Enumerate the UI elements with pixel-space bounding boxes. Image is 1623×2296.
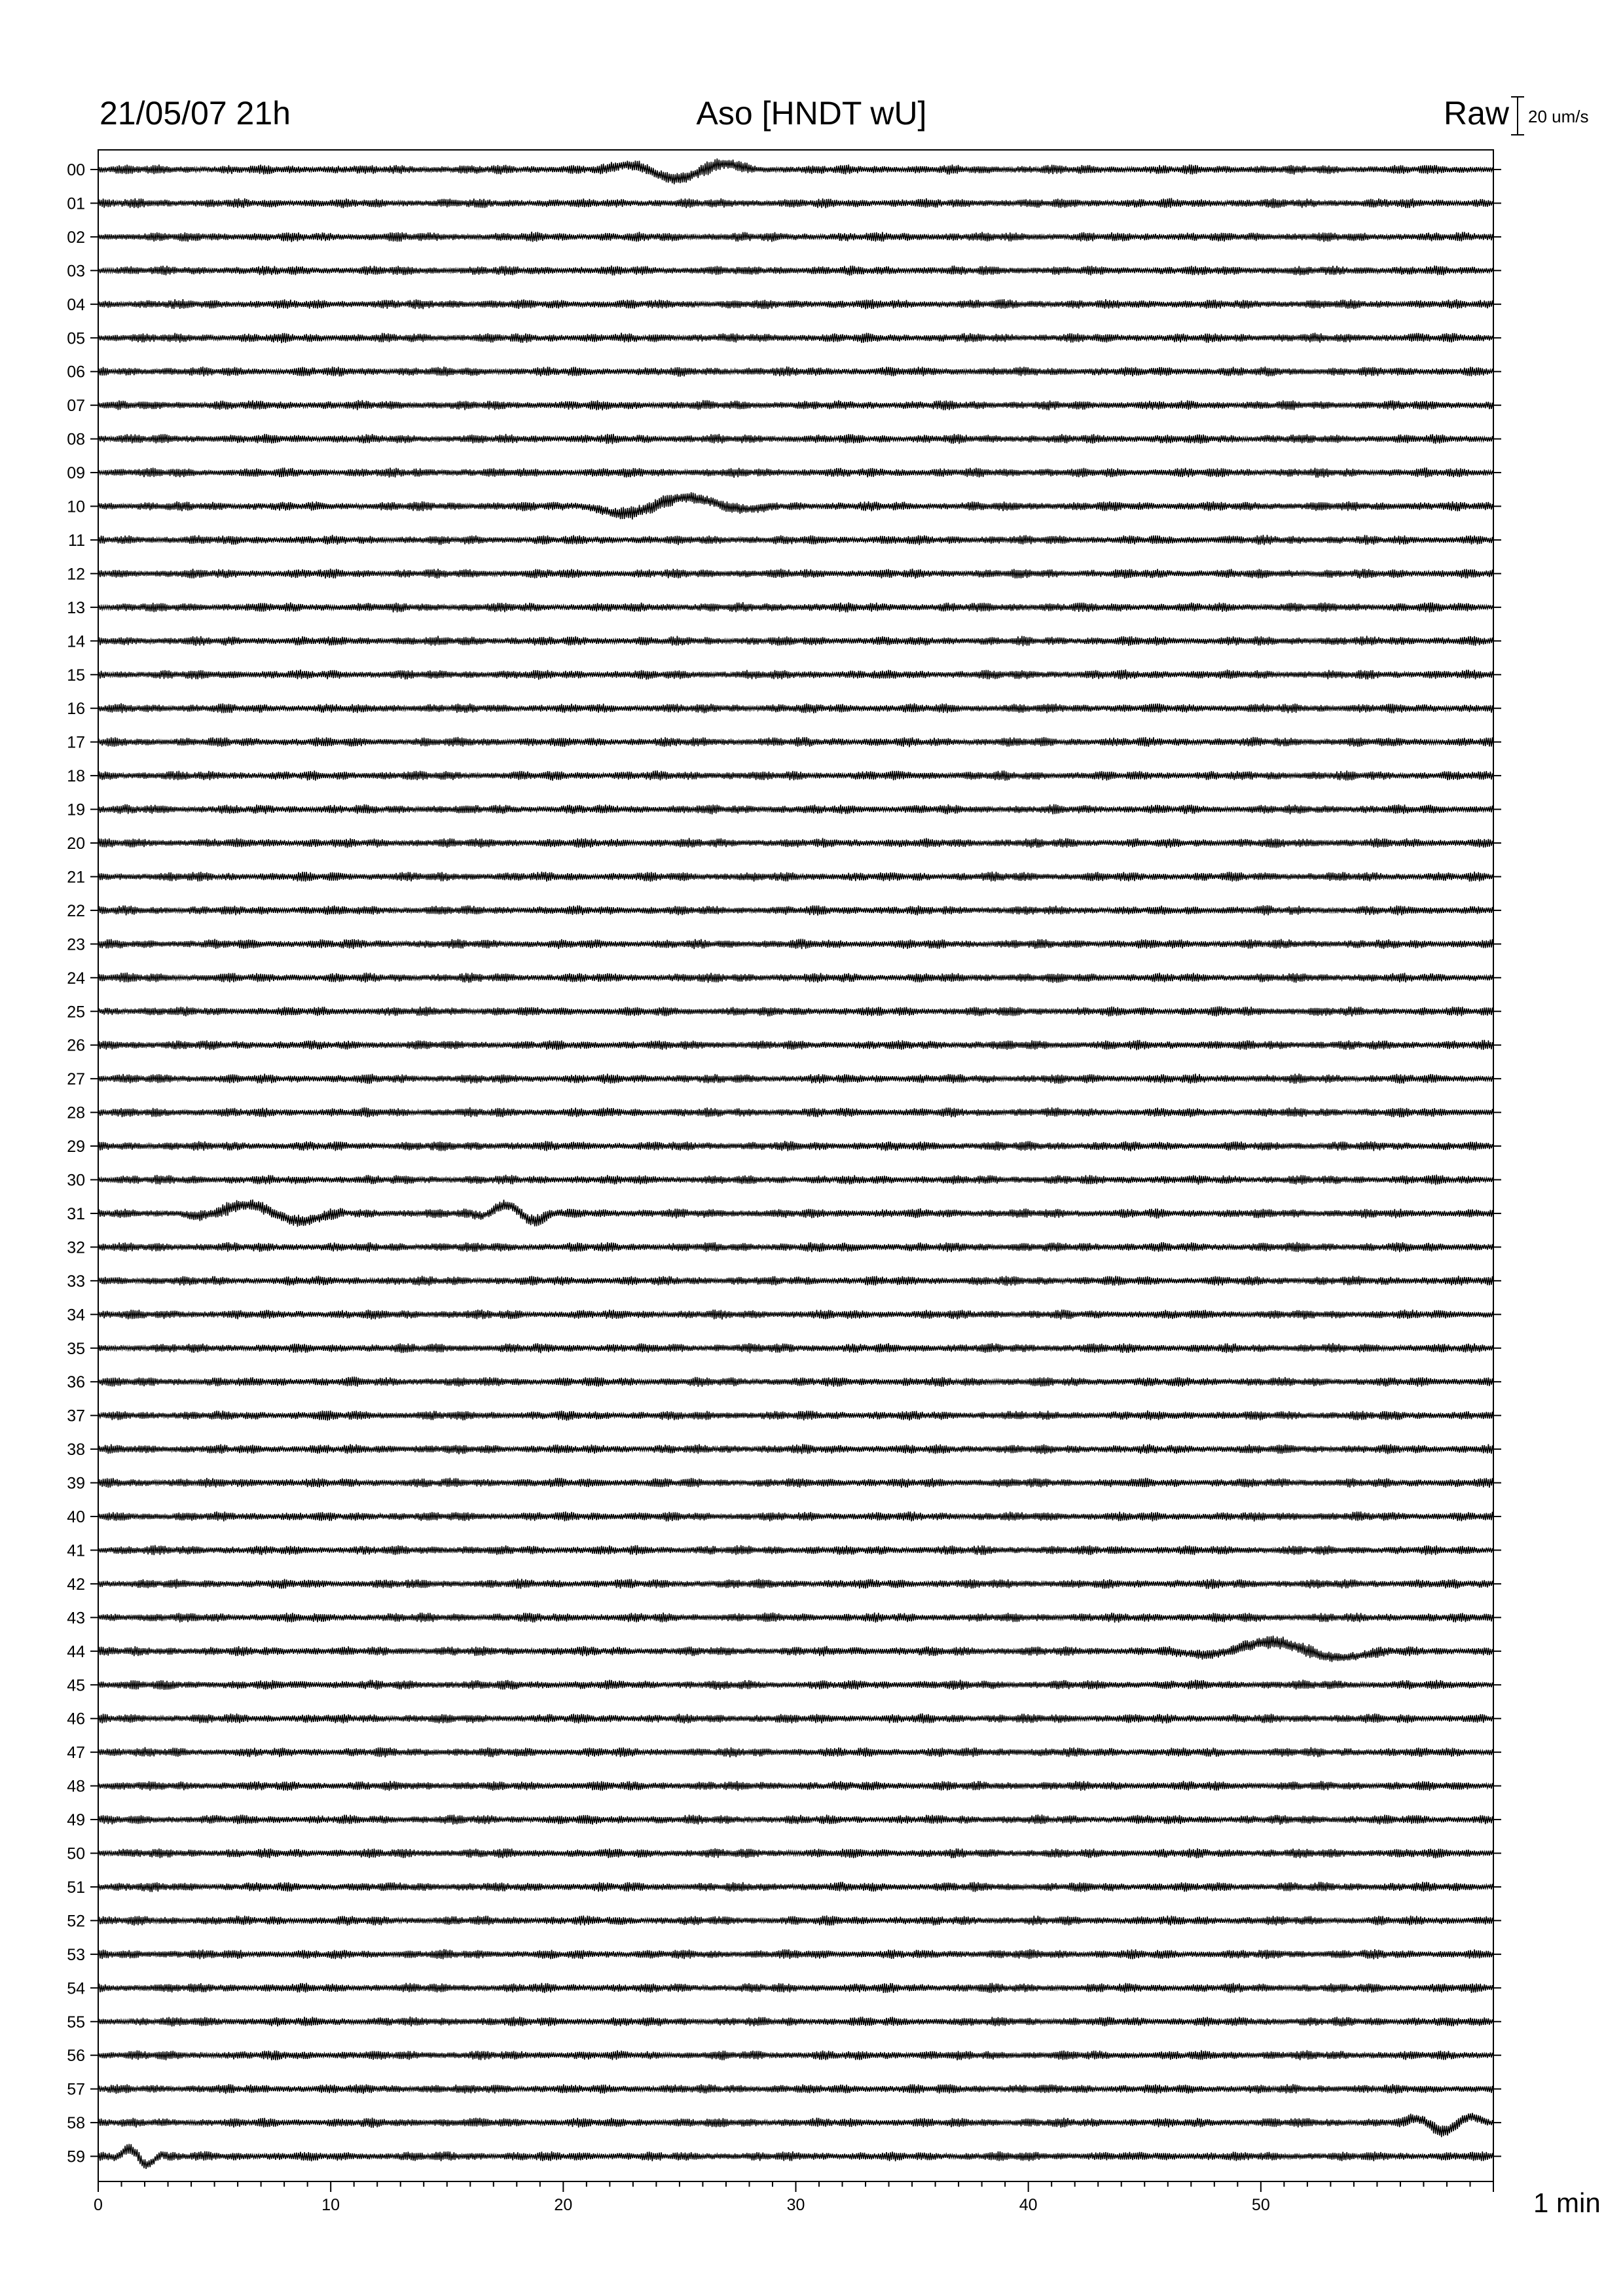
row-label-03: 03 [67,262,85,281]
row-label-38: 38 [67,1441,85,1460]
row-label-31: 31 [67,1204,85,1223]
trace-row-53 [98,1949,1493,1960]
row-label-57: 57 [67,2080,85,2099]
row-label-05: 05 [67,329,85,348]
trace-row-28 [98,1107,1493,1118]
row-label-16: 16 [67,700,85,719]
x-tick-label-0: 0 [94,2196,103,2214]
row-label-12: 12 [67,565,85,584]
trace-row-58 [98,2113,1493,2137]
row-label-24: 24 [67,969,85,988]
trace-row-13 [98,602,1493,613]
row-label-06: 06 [67,363,85,382]
row-label-08: 08 [67,430,85,449]
row-label-53: 53 [67,1945,85,1964]
trace-row-10 [98,492,1493,520]
row-label-09: 09 [67,464,85,483]
trace-row-03 [98,266,1493,276]
row-label-56: 56 [67,2047,85,2066]
row-label-33: 33 [67,1272,85,1291]
date-hour-label: 21/05/07 21h [100,95,291,132]
row-label-20: 20 [67,834,85,853]
row-label-44: 44 [67,1642,85,1661]
row-label-18: 18 [67,767,85,786]
trace-row-30 [98,1175,1493,1185]
row-label-00: 00 [67,161,85,179]
plot-frame [98,150,1493,2181]
trace-row-18 [98,770,1493,781]
trace-row-17 [98,737,1493,747]
trace-row-08 [98,434,1493,444]
row-label-36: 36 [67,1373,85,1392]
trace-row-56 [98,2050,1493,2060]
row-label-37: 37 [67,1407,85,1426]
trace-row-57 [98,2084,1493,2094]
trace-row-24 [98,973,1493,983]
row-label-26: 26 [67,1036,85,1055]
row-label-41: 41 [67,1541,85,1560]
trace-row-05 [98,332,1493,343]
x-tick-label-10: 10 [321,2196,340,2214]
trace-row-15 [98,670,1493,680]
trace-row-48 [98,1781,1493,1791]
row-label-28: 28 [67,1103,85,1122]
trace-row-37 [98,1410,1493,1421]
trace-row-07 [98,400,1493,410]
trace-row-02 [98,232,1493,242]
trace-row-34 [98,1310,1493,1319]
scale-bar-label: 20 um/s [1528,107,1589,126]
trace-row-19 [98,804,1493,815]
row-label-19: 19 [67,800,85,819]
trace-row-27 [98,1073,1493,1084]
row-label-58: 58 [67,2114,85,2133]
trace-row-49 [98,1815,1493,1825]
row-label-34: 34 [67,1306,85,1325]
row-label-04: 04 [67,295,85,314]
row-label-25: 25 [67,1003,85,1022]
trace-row-43 [98,1613,1493,1623]
mode-label: Raw [1443,95,1509,132]
trace-row-46 [98,1713,1493,1724]
trace-row-52 [98,1916,1493,1926]
row-label-55: 55 [67,2013,85,2032]
row-label-01: 01 [67,194,85,213]
row-label-48: 48 [67,1777,85,1796]
row-label-11: 11 [68,531,85,550]
row-label-47: 47 [67,1744,85,1763]
row-label-43: 43 [67,1609,85,1628]
row-label-21: 21 [67,868,85,887]
row-label-30: 30 [67,1171,85,1190]
row-label-59: 59 [67,2147,85,2166]
row-label-10: 10 [67,497,85,516]
row-label-32: 32 [67,1238,85,1257]
row-label-14: 14 [67,632,85,651]
trace-row-21 [98,872,1493,882]
row-label-13: 13 [67,598,85,617]
trace-row-50 [98,1848,1493,1858]
trace-row-51 [98,1882,1493,1892]
trace-row-12 [98,569,1493,579]
trace-row-35 [98,1343,1493,1354]
trace-row-23 [98,939,1493,950]
x-tick-label-40: 40 [1019,2196,1038,2214]
trace-row-54 [98,1983,1493,1994]
trace-row-47 [98,1747,1493,1757]
row-label-23: 23 [67,935,85,954]
x-tick-label-20: 20 [554,2196,573,2214]
trace-row-45 [98,1679,1493,1690]
row-label-22: 22 [67,901,85,920]
row-label-49: 49 [67,1811,85,1830]
trace-row-59 [98,2144,1493,2169]
trace-row-22 [98,905,1493,916]
station-title: Aso [HNDT wU] [696,95,927,132]
trace-row-55 [98,2017,1493,2026]
trace-row-41 [98,1545,1493,1555]
trace-row-25 [98,1007,1493,1017]
row-label-45: 45 [67,1676,85,1695]
row-label-39: 39 [67,1474,85,1493]
row-label-50: 50 [67,1844,85,1863]
trace-row-09 [98,467,1493,478]
trace-row-04 [98,299,1493,309]
row-label-02: 02 [67,228,85,247]
x-axis-unit-label: 1 min [1533,2187,1601,2218]
trace-row-01 [98,198,1493,209]
row-label-52: 52 [67,1912,85,1931]
trace-row-06 [98,367,1493,377]
trace-row-31 [98,1200,1493,1227]
trace-row-00 [98,158,1493,184]
trace-row-16 [98,703,1493,713]
trace-row-11 [98,535,1493,545]
trace-row-32 [98,1242,1493,1253]
x-tick-label-30: 30 [786,2196,805,2214]
row-label-29: 29 [67,1138,85,1157]
row-label-35: 35 [67,1339,85,1358]
trace-row-39 [98,1478,1493,1488]
trace-row-36 [98,1376,1493,1387]
trace-row-44 [98,1636,1493,1662]
row-label-27: 27 [67,1070,85,1089]
trace-row-40 [98,1511,1493,1521]
row-label-40: 40 [67,1508,85,1526]
row-label-07: 07 [67,397,85,416]
trace-row-26 [98,1040,1493,1050]
scale-bar-icon [1511,97,1524,135]
row-label-15: 15 [67,666,85,685]
trace-row-38 [98,1444,1493,1454]
row-label-42: 42 [67,1575,85,1594]
trace-row-20 [98,838,1493,848]
row-label-46: 46 [67,1710,85,1729]
trace-row-14 [98,636,1493,647]
x-tick-label-50: 50 [1251,2196,1270,2214]
trace-row-42 [98,1579,1493,1589]
trace-row-29 [98,1141,1493,1151]
trace-row-33 [98,1276,1493,1286]
row-label-54: 54 [67,1979,85,1998]
row-label-51: 51 [67,1878,85,1897]
row-label-17: 17 [67,733,85,752]
